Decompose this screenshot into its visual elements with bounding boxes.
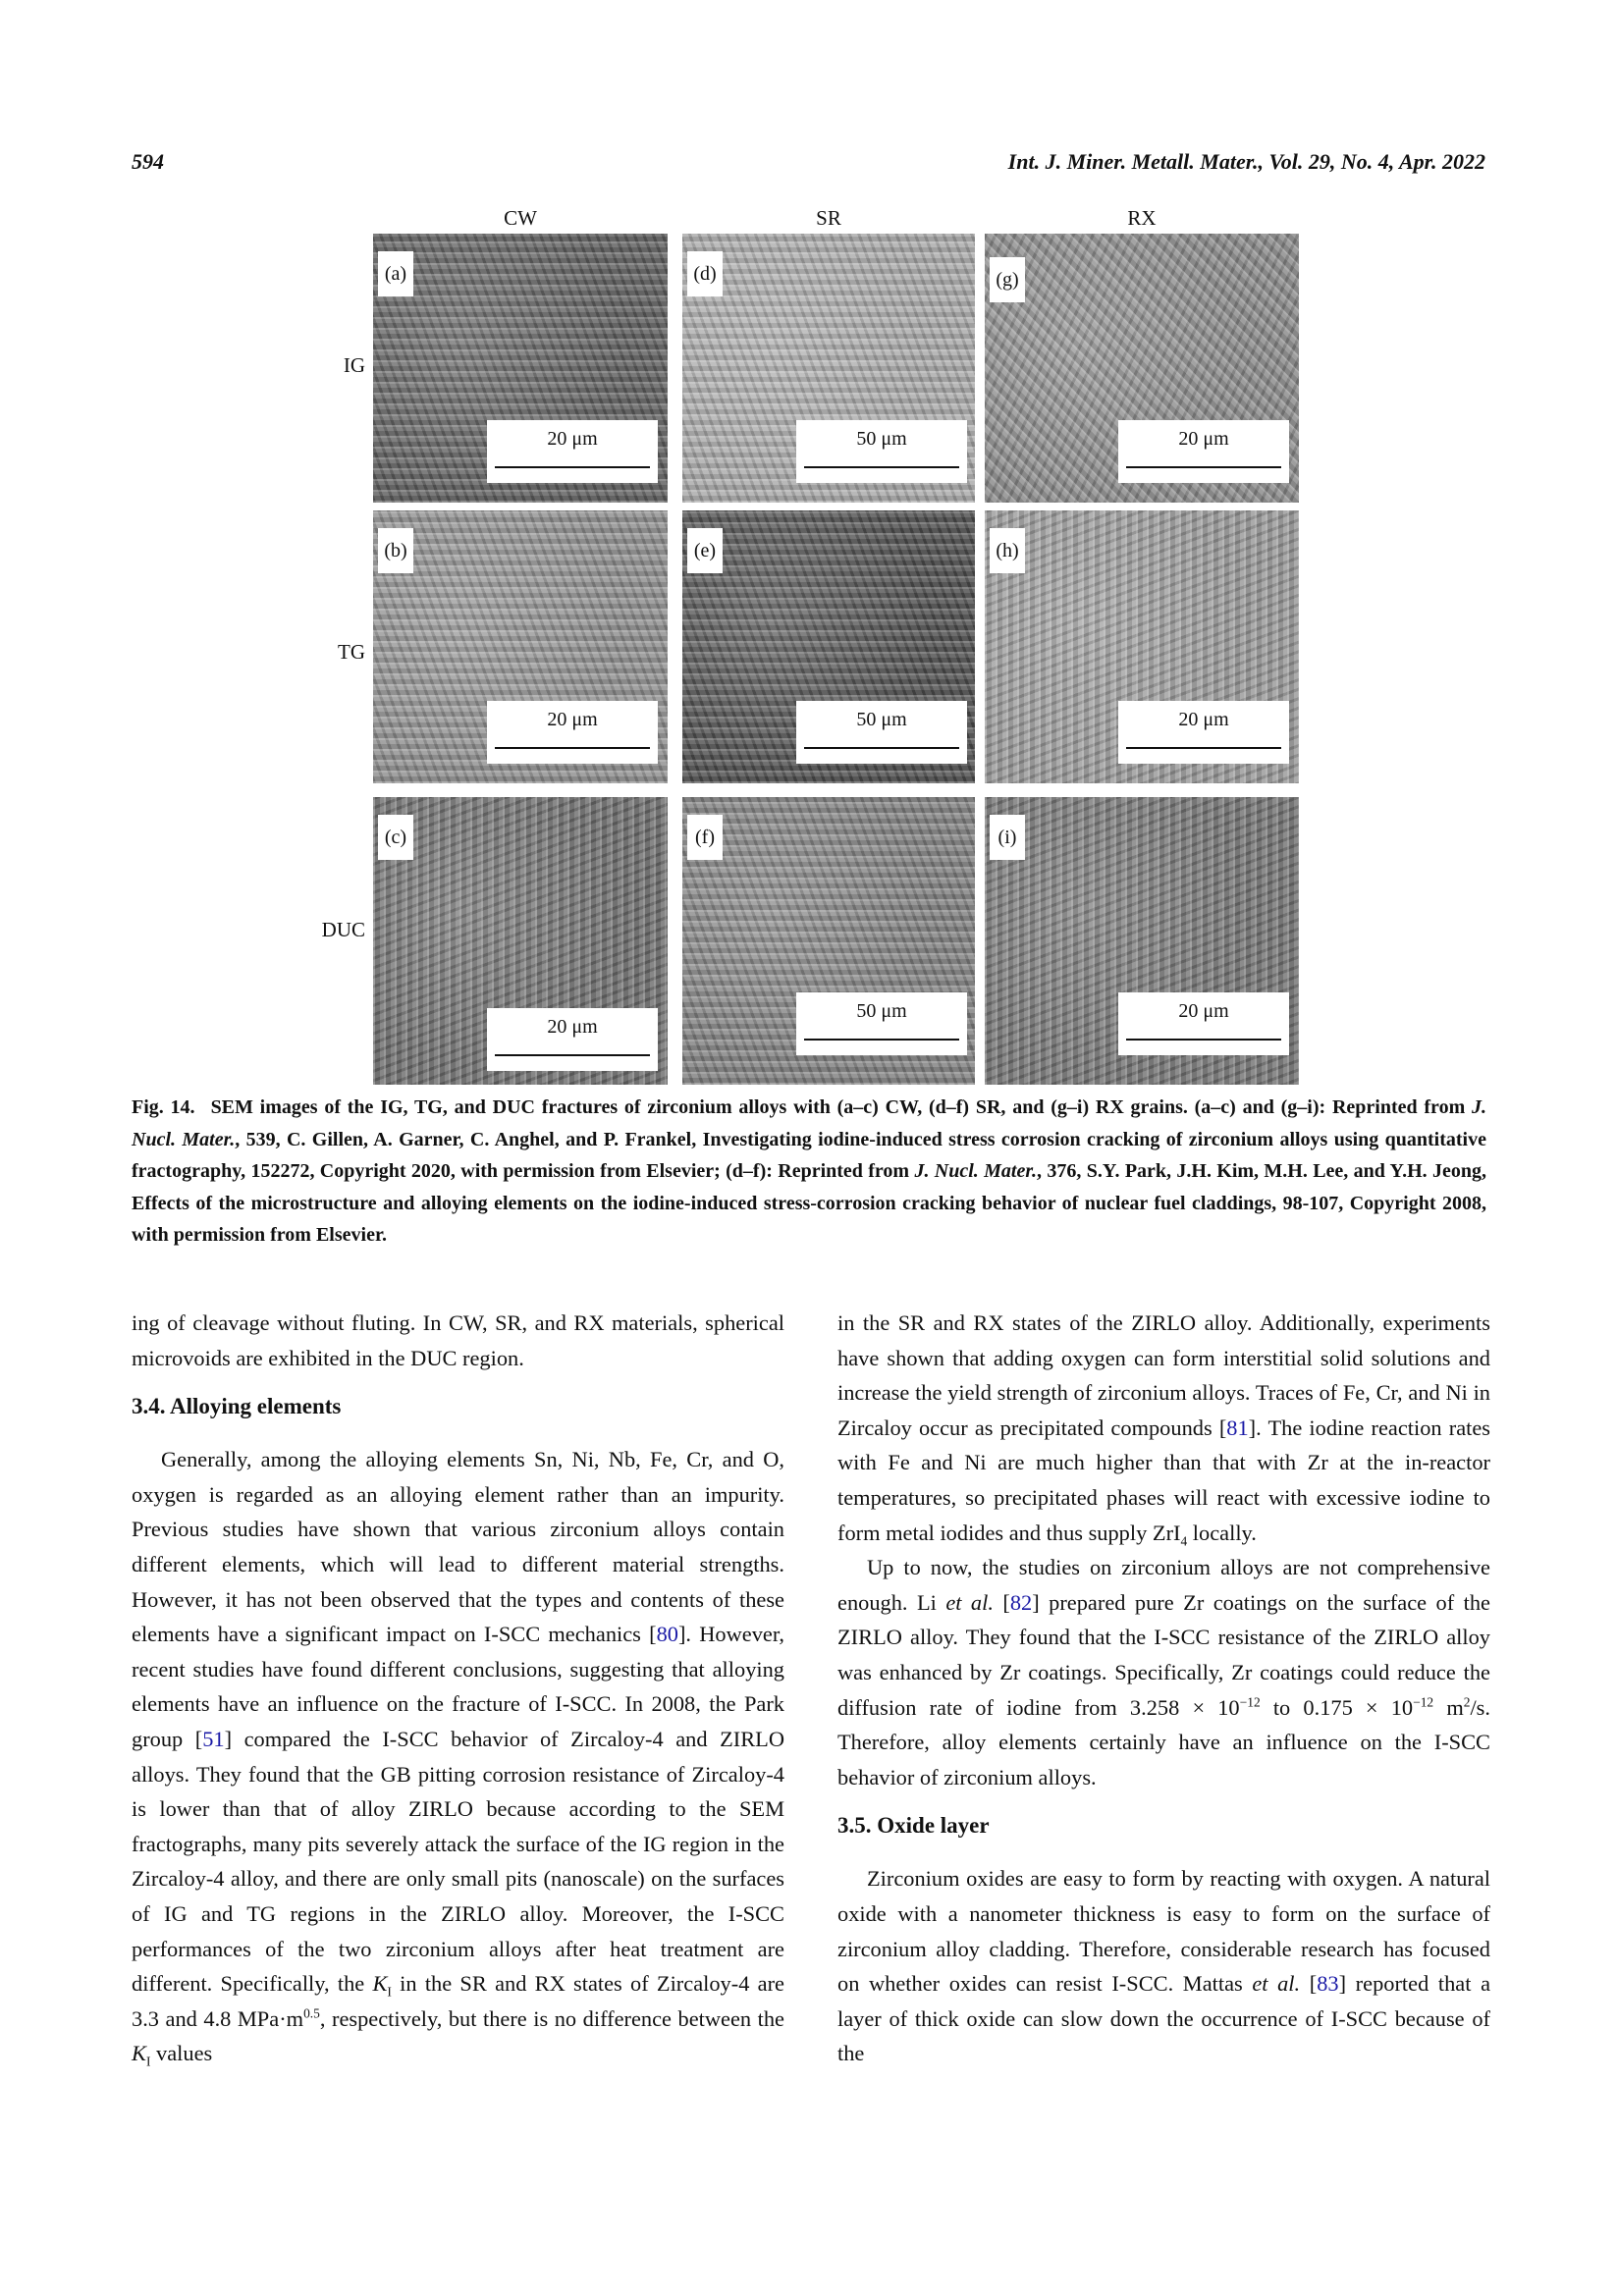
page-number: 594	[132, 149, 164, 174]
caption-text: , 376, S.Y. Park, J.H. Kim, M.H. Lee, and Y.H. Jeong, Effects of the microstructure and alloying elements on the iodine-induced stress-corrosion cracking behavior of nuclear fuel claddings, 98-107, Copyright 2008, with permission from Elsevier.	[132, 1160, 1486, 1247]
sem-panel-d	[682, 234, 975, 503]
citation-link[interactable]: 51	[202, 1726, 225, 1751]
column-header-sr: SR	[816, 206, 841, 230]
scale-bar-label: 20 μm	[547, 709, 598, 730]
scale-bar	[1118, 701, 1289, 764]
citation-link[interactable]: 83	[1317, 1971, 1339, 1997]
scale-bar	[487, 701, 658, 764]
panel-label: (i)	[990, 815, 1025, 860]
panel-label: (f)	[687, 815, 723, 860]
scale-bar	[487, 1008, 658, 1071]
scale-bar-label: 50 μm	[856, 428, 907, 450]
scale-bar-line	[1126, 466, 1281, 468]
panel-label: (e)	[687, 528, 723, 573]
scale-bar-line	[495, 466, 650, 468]
scale-bar-line	[495, 747, 650, 749]
sem-panel-h	[985, 510, 1299, 783]
caption-journal: J. Nucl. Mater.	[132, 1096, 1487, 1150]
row-header-ig: IG	[343, 353, 365, 377]
caption-text: SEM images of the IG, TG, and DUC fractures of zirconium alloys with (a–c) CW, (d–f) SR, and (g–i) RX grains. (a–c) and (g–i): Reprinted from	[210, 1096, 1473, 1118]
column-header-rx: RX	[1127, 206, 1157, 230]
caption-text: , 539, C. Gillen, A. Garner, C. Anghel, and P. Frankel, Investigating iodine-induced stress corrosion cracking of zirconium alloys using quantitative fractography, 152272, Copyright 2020, with permission from Elsevier; (d–f): Reprinted from	[132, 1128, 1486, 1183]
panel-label: (h)	[990, 528, 1025, 573]
sem-panel-b	[373, 510, 668, 783]
journal-citation: Int. J. Miner. Metall. Mater., Vol. 29, No. 4, Apr. 2022	[1007, 149, 1485, 174]
scale-bar-line	[1126, 747, 1281, 749]
scale-bar-label: 50 μm	[856, 709, 907, 730]
citation-link[interactable]: 80	[656, 1622, 678, 1647]
panel-label: (a)	[378, 251, 413, 296]
running-head	[132, 149, 1485, 183]
caption-journal: J. Nucl. Mater.	[914, 1160, 1038, 1183]
scale-bar-line	[804, 466, 959, 468]
citation-link[interactable]: 82	[1009, 1589, 1033, 1615]
scale-bar-label: 20 μm	[1178, 1000, 1229, 1022]
scale-bar	[1118, 992, 1289, 1055]
scale-bar	[796, 701, 967, 764]
scale-bar	[796, 420, 967, 483]
sem-panel-e	[682, 510, 975, 783]
scale-bar-label: 20 μm	[547, 1016, 598, 1038]
panel-label: (b)	[378, 528, 413, 573]
panel-label: (g)	[990, 257, 1025, 302]
paragraph: in the SR and RX states of the ZIRLO alloy. Additionally, experiments have shown that adding oxygen can form interstitial solid solutions and increase the yield strength of zirconium alloys. Traces of Fe, Cr, and Ni in Zircaloy occur as precipitated compounds [81]. The iodine reaction rates with Fe and Ni are much higher than that with Zr at the in-reactor temperatures, so precipitated phases will react with excessive iodine to form metal iodides and thus supply ZrI$_4$ locally.	[837, 1310, 1491, 1549]
scale-bar-label: 50 μm	[856, 1000, 907, 1022]
paragraph: Up to now, the studies on zirconium alloys are not comprehensive enough. Li et al. [82] prepared pure Zr coatings on the surface of the ZIRLO alloy. They found that the I-SCC resistance of the ZIRLO alloy was enhanced by Zr coatings. Specifically, Zr coatings could reduce the diffusion rate of iodine from $3.258 \times 10^{-12}$ to $0.175 \times 10^{-12}$ $m^2/s$. Therefore, alloy elements certainly have an influence on the I-SCC behavior of zirconium alloys.	[837, 1555, 1490, 1789]
scale-bar-line	[1126, 1039, 1281, 1041]
body-column-right	[837, 1306, 1490, 2071]
section-heading-3-4: 3.4. Alloying elements	[132, 1394, 342, 1419]
scale-bar-label: 20 μm	[1178, 709, 1229, 730]
citation-link[interactable]: 81	[1226, 1415, 1249, 1440]
section-heading-3-5: 3.5. Oxide layer	[837, 1813, 990, 1839]
panel-label: (d)	[687, 251, 723, 296]
row-header-duc: DUC	[321, 918, 365, 941]
scale-bar	[796, 992, 967, 1055]
paragraph: ing of cleavage without fluting. In CW, SR, and RX materials, spherical microvoids are exhibited in the DUC region.	[132, 1310, 784, 1370]
scale-bar-line	[804, 1039, 959, 1041]
paragraph: Zirconium oxides are easy to form by reacting with oxygen. A natural oxide with a nanometer thickness is easy to form on the surface of zirconium alloy cladding. Therefore, considerable research has focused on whether oxides can resist I-SCC. Mattas et al. [83] reported that a layer of thick oxide can slow down the occurrence of I-SCC because of the	[837, 1866, 1491, 2066]
scale-bar-line	[804, 747, 959, 749]
sem-panel-i	[985, 797, 1299, 1085]
scale-bar-label: 20 μm	[547, 428, 598, 450]
sem-panel-a	[373, 234, 668, 503]
scale-bar-label: 20 μm	[1178, 428, 1229, 450]
figure-number: Fig. 14.	[132, 1096, 195, 1118]
body-column-left	[132, 1306, 784, 2071]
scale-bar	[487, 420, 658, 483]
panel-label: (c)	[378, 815, 413, 860]
sem-panel-g	[985, 234, 1299, 503]
scale-bar-line	[495, 1054, 650, 1056]
figure-caption	[132, 1092, 1486, 1252]
sem-panel-c	[373, 797, 668, 1085]
scale-bar	[1118, 420, 1289, 483]
paragraph: Generally, among the alloying elements Sn, Ni, Nb, Fe, Cr, and O, oxygen is regarded as an alloying element rather than an impurity. Previous studies have shown that various zirconium alloys contain different elements, which will lead to different material strengths. However, it has not been observed that the types and contents of these elements have a significant impact on I-SCC mechanics [80]. However, recent studies have found different conclusions, suggesting that alloying elements have an influence on the fracture of I-SCC. In 2008, the Park group [51] compared the I-SCC behavior of Zircaloy-4 and ZIRLO alloys. They found that the GB pitting corrosion resistance of Zircaloy-4 is lower than that of alloy ZIRLO because according to the SEM fractographs, many pits severely attack the surface of the IG region in the Zircaloy-4 alloy, and there are only small pits (nanoscale) on the surfaces of IG and TG regions in the ZIRLO alloy. Moreover, the I-SCC performances of the two zirconium alloys after heat treatment are different. Specifically, the $K_I$ in the SR and RX states of Zircaloy-4 are 3.3 and 4.8 $MPa\cdot m^{0.5}$, respectively, but there is no difference between the $K_I$ values	[132, 1447, 784, 2069]
sem-panel-f	[682, 797, 975, 1085]
column-header-cw: CW	[504, 206, 537, 230]
row-header-tg: TG	[338, 640, 365, 664]
